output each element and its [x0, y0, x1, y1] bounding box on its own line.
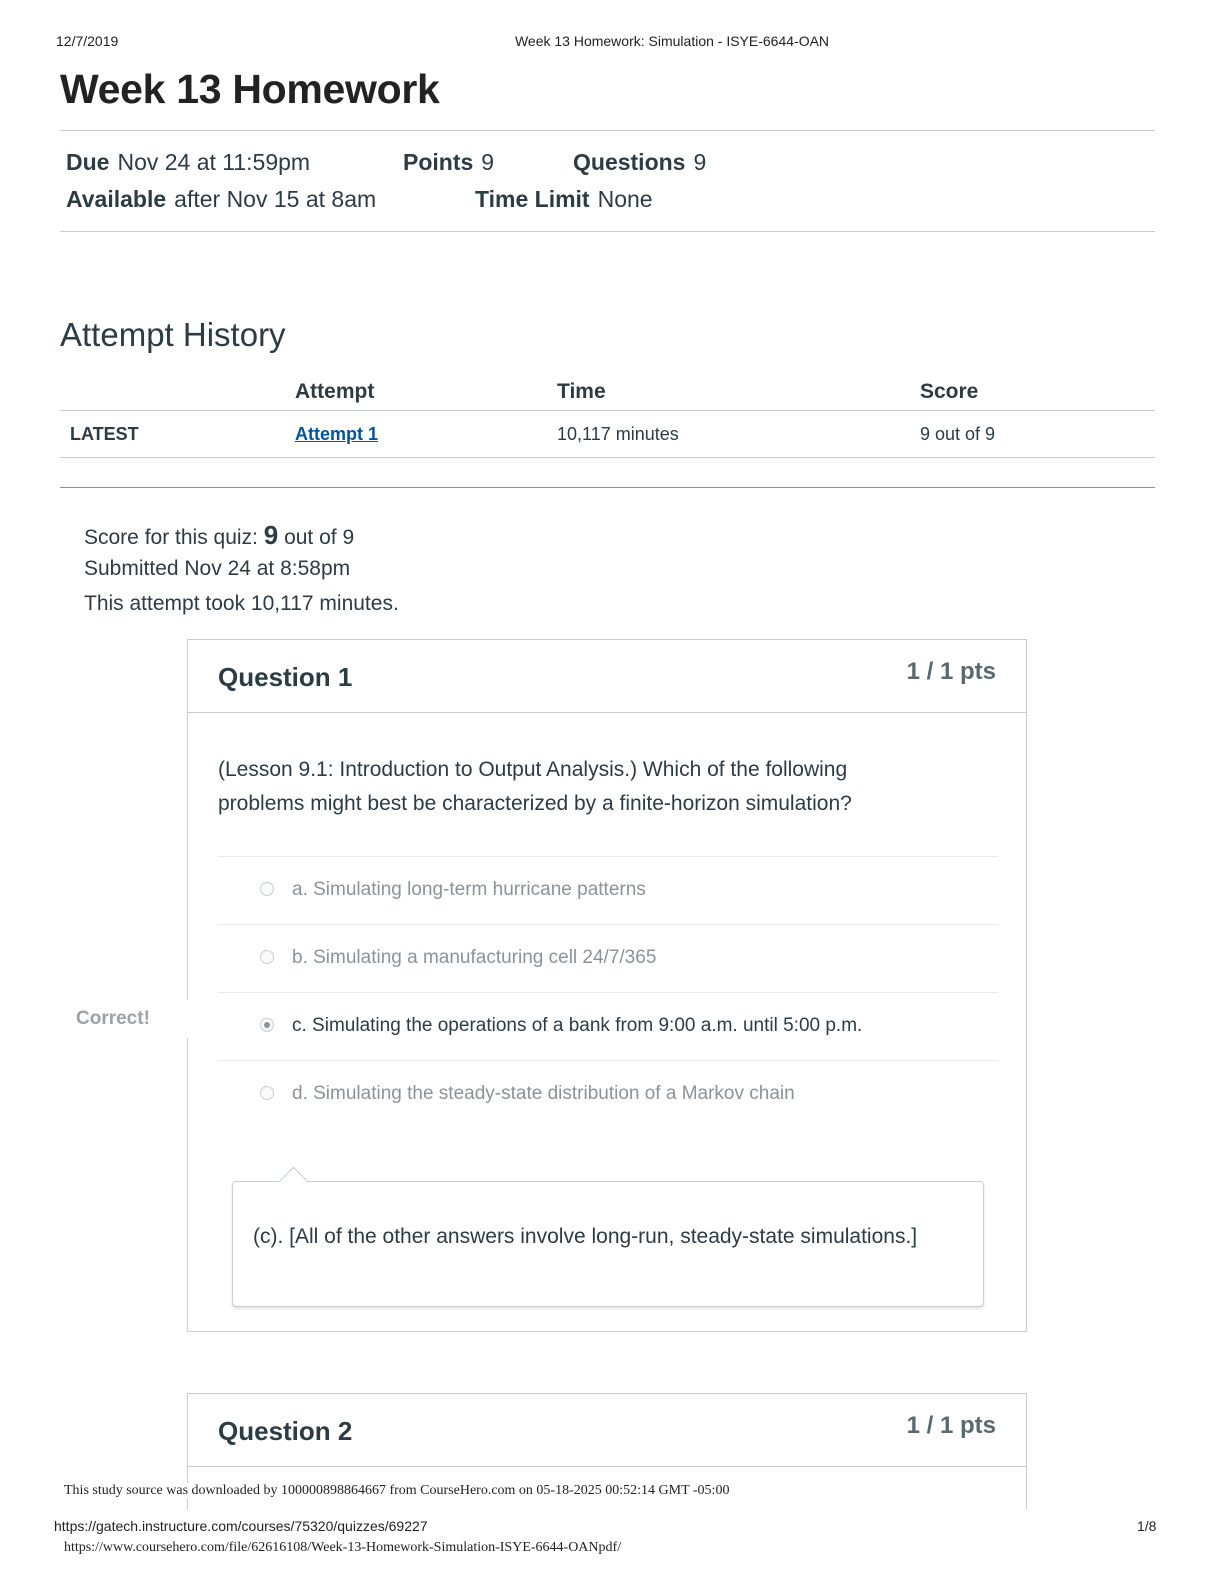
- question-2-header: [188, 1394, 1026, 1467]
- answer-option-text: c. Simulating the operations of a bank from 9:00 a.m. until 5:00 p.m.: [292, 1015, 863, 1036]
- question-2-points: 1 / 1 pts: [906, 1412, 996, 1439]
- source-note: This study source was downloaded by 100000898864667 from CourseHero.com on 05-18-2025 00:52:14 GMT -05:00: [64, 1483, 733, 1499]
- available-value: after Nov 15 at 8am: [174, 186, 377, 212]
- submitted-time: Submitted Nov 24 at 8:58pm: [84, 557, 351, 580]
- correct-answer-flag: Correct!: [76, 1008, 150, 1029]
- question-2-title: Question 2: [218, 1416, 353, 1446]
- column-header-score: Score: [920, 380, 979, 403]
- attempt-link[interactable]: Attempt 1: [295, 424, 379, 444]
- page-number: 1/8: [1137, 1518, 1157, 1534]
- attempt-time: 10,117 minutes: [557, 424, 679, 444]
- time-limit-info: [475, 186, 653, 213]
- answer-option-b[interactable]: [218, 924, 998, 993]
- time-limit-value: None: [597, 186, 653, 212]
- attempt-history-title: Attempt History: [60, 316, 286, 353]
- score-prefix: Score for this quiz:: [84, 526, 258, 549]
- answer-option-a[interactable]: [218, 856, 998, 925]
- answer-option-d[interactable]: [218, 1060, 998, 1129]
- section-divider: [60, 487, 1155, 488]
- available-label: Available: [66, 186, 167, 212]
- available-info: [66, 186, 376, 213]
- answer-option-text: d. Simulating the steady-state distribution of a Markov chain: [292, 1083, 795, 1104]
- question-1-title: Question 1: [218, 662, 353, 692]
- print-page-title: Week 13 Homework: Simulation - ISYE-6644-OAN: [514, 33, 830, 49]
- quiz-score: [84, 520, 354, 551]
- questions-label: Questions: [573, 149, 686, 175]
- points-info: [403, 149, 494, 176]
- answer-option-text: a. Simulating long-term hurricane patterns: [292, 879, 646, 900]
- score-value: 9: [263, 520, 279, 550]
- column-header-attempt: Attempt: [295, 380, 375, 403]
- question-1-text: (Lesson 9.1: Introduction to Output Analysis.) Which of the following problems might best be characterized by a finite-horizon simulation?: [218, 758, 852, 815]
- comment-caret-icon: [279, 1167, 309, 1197]
- radio-checked-icon[interactable]: [260, 1018, 274, 1032]
- divider: [60, 231, 1155, 232]
- latest-tag: LATEST: [70, 424, 139, 444]
- answer-option-c[interactable]: [218, 992, 998, 1061]
- time-limit-label: Time Limit: [475, 186, 590, 212]
- page-title: Week 13 Homework: [60, 66, 440, 112]
- table-header-divider: [60, 410, 1155, 411]
- due-value: Nov 24 at 11:59pm: [117, 149, 311, 175]
- answer-option-text: b. Simulating a manufacturing cell 24/7/365: [292, 947, 657, 968]
- table-row-divider: [60, 457, 1155, 458]
- source-url: https://www.coursehero.com/file/62616108/Week-13-Homework-Simulation-ISYE-6644-OANpdf/: [64, 1540, 622, 1555]
- question-1-header: [188, 640, 1026, 713]
- score-suffix: out of 9: [284, 526, 355, 549]
- print-date: 12/7/2019: [56, 33, 119, 49]
- questions-info: [573, 149, 706, 176]
- due-label: Due: [66, 149, 110, 175]
- question-1-points: 1 / 1 pts: [906, 658, 996, 685]
- attempt-duration: This attempt took 10,117 minutes.: [84, 592, 399, 615]
- questions-value: 9: [693, 149, 707, 175]
- answer-comment: [232, 1181, 984, 1307]
- flag-gap: [183, 1000, 191, 1038]
- answer-comment-text: (c). [All of the other answers involve long-run, steady-state simulations.]: [253, 1225, 918, 1248]
- radio-unchecked-icon[interactable]: [260, 882, 274, 896]
- attempt-score: 9 out of 9: [920, 424, 996, 444]
- due-info: [66, 149, 310, 176]
- points-label: Points: [403, 149, 474, 175]
- column-header-time: Time: [557, 380, 606, 403]
- radio-unchecked-icon[interactable]: [260, 1086, 274, 1100]
- divider: [60, 130, 1155, 131]
- points-value: 9: [481, 149, 495, 175]
- radio-unchecked-icon[interactable]: [260, 950, 274, 964]
- page-url: https://gatech.instructure.com/courses/75320/quizzes/69227: [54, 1518, 428, 1534]
- question-1-box: [187, 639, 1027, 1332]
